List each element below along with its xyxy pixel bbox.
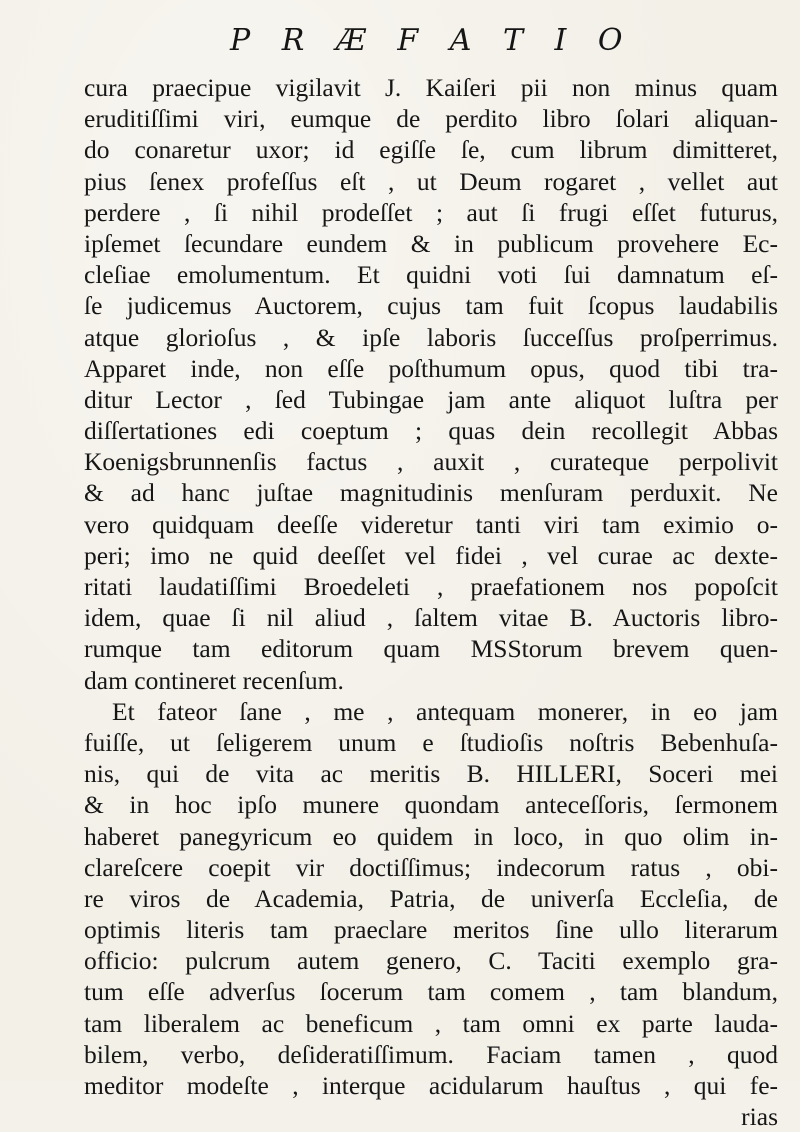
running-head: P R Æ F A T I O	[230, 23, 634, 58]
text-line: vero quidquam deeſſe videretur tanti viri tam eximio o-	[84, 509, 778, 539]
text-line: ritati laudatiſſimi Broedeleti , praefationem nos popoſcit	[84, 572, 778, 601]
text-line: re viros de Academia, Patria, de univerſa Eccleſia, de	[84, 883, 778, 913]
body-text	[84, 72, 778, 1132]
text-line: idem, quae ſi nil aliud , ſaltem vitae B. Auctoris libro-	[84, 603, 778, 633]
text-line: ſe judicemus Auctorem, cujus tam fuit ſcopus laudabilis	[84, 291, 778, 321]
text-line: haberet panegyricum eo quidem in loco, in quo olim in-	[84, 821, 778, 851]
text-line: fuiſſe, ut ſeligerem unum e ſtudioſis noſtris Bebenhuſa-	[84, 727, 778, 757]
text-line: do conaretur uxor; id egiſſe ſe, cum librum dimitteret,	[84, 135, 778, 165]
text-line: cura praecipue vigilavit J. Kaiſeri pii non minus quam	[84, 73, 778, 102]
catchword: rias	[741, 1102, 778, 1132]
text-line: eruditiſſimi viri, eumque de perdito libro ſolari aliquan-	[84, 104, 778, 134]
text-line: Et fateor ſane , me , antequam monerer, in eo jam	[112, 696, 778, 726]
text-line: meditor modeſte , interque acidularum hauſtus , qui fe-	[84, 1071, 778, 1100]
text-line: bilem, verbo, deſideratiſſimum. Faciam tamen , quod	[84, 1039, 778, 1069]
text-line: peri; imo ne quid deeſſet vel fidei , vel curae ac dexte-	[84, 540, 778, 570]
text-line: perdere , ſi nihil prodeſſet ; aut ſi frugi eſſet futurus,	[84, 197, 778, 227]
text-line: ipſemet ſecundare eundem & in publicum provehere Ec-	[84, 228, 778, 258]
text-line: tam liberalem ac beneficum , tam omni ex parte lauda-	[84, 1008, 778, 1038]
text-line: dam contineret recenſum.	[84, 665, 344, 695]
text-line: diſſertationes edi coeptum ; quas dein recollegit Abbas	[84, 416, 778, 446]
text-line: tum eſſe adverſus ſocerum tam comem , tam blandum,	[84, 977, 778, 1007]
text-line: & ad hanc juſtae magnitudinis menſuram perduxit. Ne	[84, 478, 778, 508]
text-line: cleſiae emolumentum. Et quidni voti ſui damnatum eſ-	[84, 260, 778, 290]
text-line: rumque tam editorum quam MSStorum brevem quen-	[84, 634, 778, 664]
text-line: ditur Lector , ſed Tubingae jam ante aliquot luſtra per	[84, 384, 778, 414]
text-line: & in hoc ipſo munere quondam anteceſſoris, ſermonem	[84, 790, 778, 820]
text-line: Apparet inde, non eſſe poſthumum opus, quod tibi tra-	[84, 353, 778, 383]
text-line: Koenigsbrunnenſis factus , auxit , curateque perpolivit	[84, 447, 778, 477]
text-line: clareſcere coepit vir doctiſſimus; indecorum ratus , obi-	[84, 852, 778, 882]
text-line: pius ſenex profeſſus eſt , ut Deum rogaret , vellet aut	[84, 166, 778, 196]
text-line: atque glorioſus , & ipſe laboris ſucceſſus proſperrimus.	[84, 322, 778, 352]
text-line: nis, qui de vita ac meritis B. HILLERI, Soceri mei	[84, 759, 778, 789]
text-line: officio: pulcrum autem genero, C. Taciti exemplo gra-	[84, 946, 778, 976]
text-line: optimis literis tam praeclare meritos ſine ullo literarum	[84, 915, 778, 945]
